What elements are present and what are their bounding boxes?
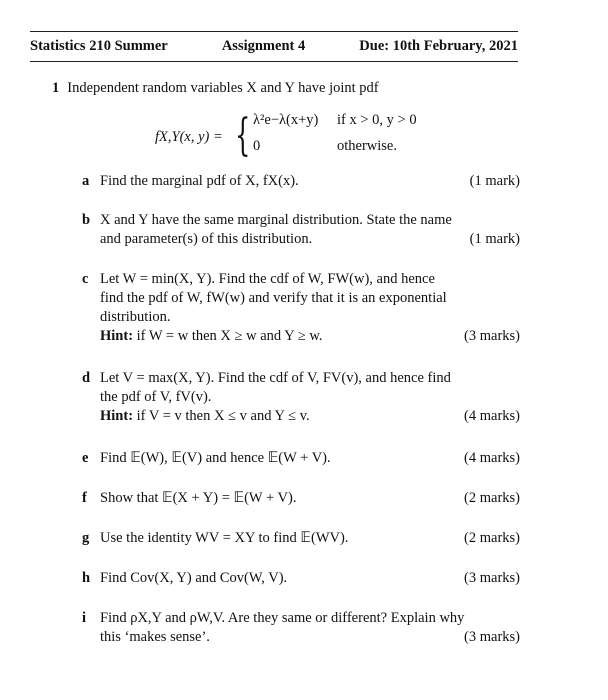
hint-label: Hint: — [100, 328, 137, 344]
pdf-condition-1: if x > 0, y > 0 — [337, 112, 417, 128]
hint-text: if V = v then X ≤ v and Y ≤ v. — [136, 408, 310, 424]
part-label: i — [82, 610, 87, 626]
marks: (4 marks) — [464, 408, 520, 424]
hint-line — [100, 327, 520, 346]
question-text: Independent random variables X and Y have joint pdf — [67, 80, 379, 96]
part-body — [100, 609, 520, 647]
part-line — [100, 609, 520, 628]
left-brace: { — [235, 110, 251, 161]
due-date: Due: 10th February, 2021 — [359, 38, 518, 54]
pdf-lhs: fX,Y(x, y) = — [155, 129, 223, 145]
part-body — [100, 270, 520, 346]
part-text: Show that 𝔼(X + Y) = 𝔼(W + V). — [100, 490, 297, 506]
part-line — [100, 489, 520, 508]
part-body — [100, 529, 520, 548]
part-text: find the pdf of W, fW(w) and verify that it is an exponential — [100, 290, 447, 306]
part-text: Find ρX,Y and ρW,V. Are they same or different? Explain why — [100, 610, 465, 626]
part-g — [82, 529, 520, 548]
part-text: and parameter(s) of this distribution. — [100, 231, 313, 247]
marks: (4 marks) — [464, 450, 520, 466]
part-i — [82, 609, 520, 647]
marks: (3 marks) — [464, 328, 520, 344]
marks: (1 mark) — [469, 231, 520, 247]
part-text: Find the marginal pdf of X, fX(x). — [100, 173, 299, 189]
part-body — [100, 211, 520, 249]
part-line — [100, 388, 520, 407]
part-label: b — [82, 212, 91, 228]
part-label: c — [82, 271, 89, 287]
pdf-case-1: λ²e−λ(x+y) — [253, 112, 319, 128]
part-body — [100, 489, 520, 508]
part-line — [100, 529, 520, 548]
hint-label: Hint: — [100, 408, 137, 424]
part-text: X and Y have the same marginal distribution. State the name — [100, 212, 452, 228]
top-rule — [30, 31, 518, 32]
part-body — [100, 449, 520, 468]
part-text: Use the identity WV = XY to find 𝔼(WV). — [100, 530, 349, 546]
header — [30, 38, 518, 55]
part-line — [100, 628, 520, 647]
assignment-title: Assignment 4 — [221, 38, 306, 54]
part-line — [100, 289, 520, 308]
part-line — [100, 308, 520, 327]
part-line — [100, 230, 520, 249]
part-label: d — [82, 370, 91, 386]
question-number: 1 — [52, 80, 60, 96]
part-line — [100, 172, 520, 191]
part-b — [82, 211, 520, 249]
part-label: h — [82, 570, 91, 586]
part-line — [100, 449, 520, 468]
part-label: e — [82, 450, 89, 466]
hint-line — [100, 407, 520, 426]
header-rule — [30, 61, 518, 62]
marks: (3 marks) — [464, 629, 520, 645]
part-text: Find 𝔼(W), 𝔼(V) and hence 𝔼(W + V). — [100, 450, 331, 466]
part-text: distribution. — [100, 309, 171, 325]
marks: (2 marks) — [464, 530, 520, 546]
marks: (3 marks) — [464, 570, 520, 586]
marks: (2 marks) — [464, 490, 520, 506]
part-f — [82, 489, 520, 508]
marks: (1 mark) — [469, 173, 520, 189]
part-text: this ‘makes sense’. — [100, 629, 210, 645]
part-line — [100, 369, 520, 388]
part-h — [82, 569, 520, 588]
part-text: Find Cov(X, Y) and Cov(W, V). — [100, 570, 288, 586]
part-line — [100, 211, 520, 230]
part-d — [82, 369, 520, 426]
part-body — [100, 569, 520, 588]
part-c — [82, 270, 520, 346]
part-label: a — [82, 173, 90, 189]
part-text: Let W = min(X, Y). Find the cdf of W, FW(w), and hence — [100, 271, 435, 287]
part-label: f — [82, 490, 87, 506]
part-e — [82, 449, 520, 468]
part-text: the pdf of V, fV(v). — [100, 389, 212, 405]
part-text: Let V = max(X, Y). Find the cdf of V, FV(v), and hence find — [100, 370, 451, 386]
part-a — [82, 172, 520, 191]
part-label: g — [82, 530, 90, 546]
question-intro — [52, 80, 379, 97]
pdf-condition-2: otherwise. — [337, 138, 397, 154]
hint-text: if W = w then X ≥ w and Y ≥ w. — [136, 328, 323, 344]
part-body — [100, 369, 520, 426]
pdf-case-2: 0 — [253, 138, 261, 154]
part-line — [100, 569, 520, 588]
part-body — [100, 172, 520, 191]
part-line — [100, 270, 520, 289]
course-title: Statistics 210 Summer — [30, 38, 168, 54]
